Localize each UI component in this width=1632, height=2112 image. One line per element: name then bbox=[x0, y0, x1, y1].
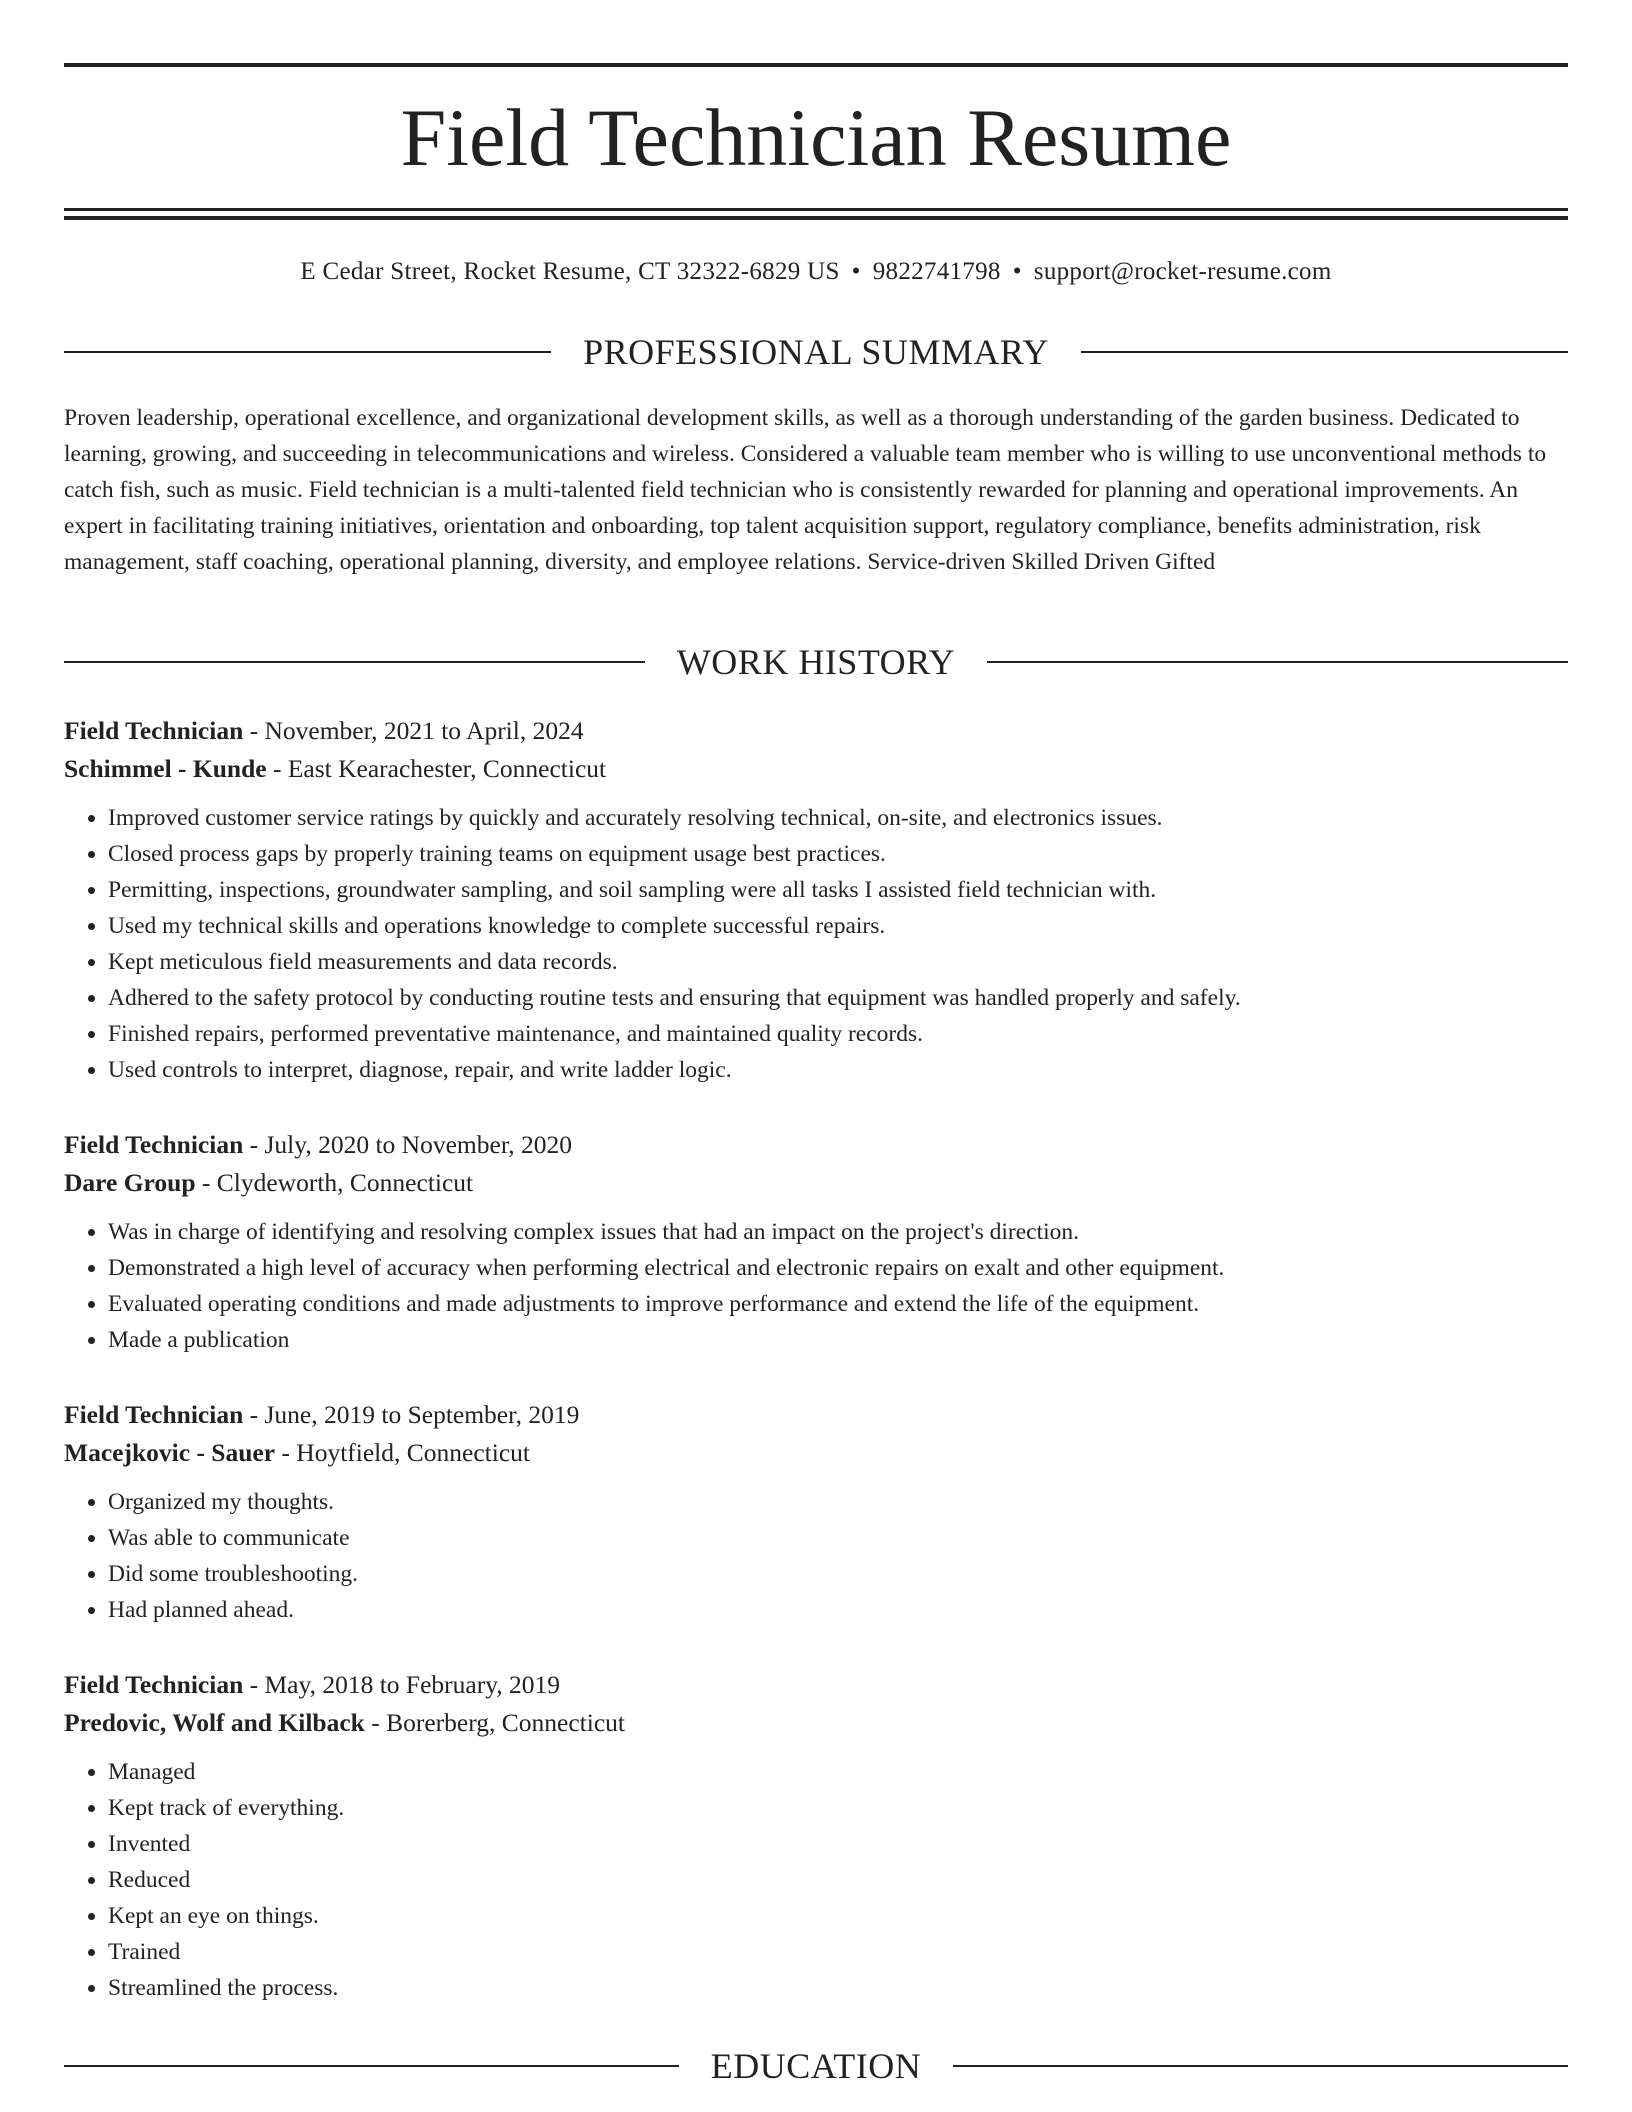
section-rule-right bbox=[953, 2065, 1568, 2067]
section-rule-left bbox=[64, 661, 645, 663]
job-entry bbox=[64, 1126, 1568, 1358]
section-header-summary bbox=[64, 330, 1568, 374]
list-item: • Evaluated operating conditions and made adjustments to improve performance and extend the life of the equipment. bbox=[108, 1286, 1568, 1322]
job-title: Field Technician bbox=[64, 716, 244, 745]
job-title: Field Technician bbox=[64, 1670, 244, 1699]
job-entry bbox=[64, 1396, 1568, 1628]
list-item: • Kept track of everything. bbox=[108, 1790, 1568, 1826]
job-company-line bbox=[64, 1434, 1568, 1472]
job-company-line bbox=[64, 1704, 1568, 1742]
job-location: - Borerberg, Connecticut bbox=[364, 1708, 625, 1737]
list-item: • Had planned ahead. bbox=[108, 1592, 1568, 1628]
list-item: • Used my technical skills and operations knowledge to complete successful repairs. bbox=[108, 908, 1568, 944]
section-rule-right bbox=[987, 661, 1568, 663]
list-item: • Organized my thoughts. bbox=[108, 1484, 1568, 1520]
list-item: • Was in charge of identifying and resolving complex issues that had an impact on the project's direction. bbox=[108, 1214, 1568, 1250]
job-location: - Clydeworth, Connecticut bbox=[195, 1168, 474, 1197]
job-company: Dare Group bbox=[64, 1168, 196, 1197]
job-entry bbox=[64, 1666, 1568, 2006]
section-header-work-history bbox=[64, 640, 1568, 684]
section-title: EDUCATION bbox=[710, 2046, 922, 2086]
list-item: • Closed process gaps by properly training teams on equipment usage best practices. bbox=[108, 836, 1568, 872]
list-item: • Was able to communicate bbox=[108, 1520, 1568, 1556]
list-item: • Used controls to interpret, diagnose, repair, and write ladder logic. bbox=[108, 1052, 1568, 1088]
job-company-line bbox=[64, 1164, 1568, 1202]
contact-separator: • bbox=[1012, 258, 1022, 285]
job-title-line bbox=[64, 1126, 1568, 1164]
list-item: • Kept meticulous field measurements and data records. bbox=[108, 944, 1568, 980]
job-title-line bbox=[64, 1396, 1568, 1434]
contact-separator: • bbox=[851, 258, 861, 285]
job-dates: - June, 2019 to September, 2019 bbox=[243, 1400, 580, 1429]
section-title: PROFESSIONAL SUMMARY bbox=[583, 332, 1049, 372]
section-title: WORK HISTORY bbox=[676, 642, 956, 682]
list-item: • Improved customer service ratings by quickly and accurately resolving technical, on-site, and electronics issues. bbox=[108, 800, 1568, 836]
job-company: Schimmel - Kunde bbox=[64, 754, 267, 783]
job-company-line bbox=[64, 750, 1568, 788]
job-dates: - July, 2020 to November, 2020 bbox=[243, 1130, 573, 1159]
job-location: - Hoytfield, Connecticut bbox=[275, 1438, 530, 1467]
job-title-line bbox=[64, 1666, 1568, 1704]
list-item: • Streamlined the process. bbox=[108, 1970, 1568, 2006]
list-item: • Kept an eye on things. bbox=[108, 1898, 1568, 1934]
list-item: • Demonstrated a high level of accuracy when performing electrical and electronic repairs on exalt and other equipment. bbox=[108, 1250, 1568, 1286]
job-location: - East Kearachester, Connecticut bbox=[266, 754, 607, 783]
job-bullet-list bbox=[64, 800, 1568, 1088]
title-double-rule-lower bbox=[64, 216, 1568, 220]
section-rule-left bbox=[64, 2065, 679, 2067]
contact-phone: 9822741798 bbox=[872, 258, 1001, 285]
job-dates: - May, 2018 to February, 2019 bbox=[243, 1670, 561, 1699]
list-item: • Managed bbox=[108, 1754, 1568, 1790]
job-title: Field Technician bbox=[64, 1400, 244, 1429]
job-bullet-list bbox=[64, 1484, 1568, 1628]
section-rule-left bbox=[64, 351, 551, 353]
job-dates: - November, 2021 to April, 2024 bbox=[243, 716, 584, 745]
section-rule-right bbox=[1081, 351, 1568, 353]
top-rule bbox=[64, 63, 1568, 67]
list-item: • Finished repairs, performed preventative maintenance, and maintained quality records. bbox=[108, 1016, 1568, 1052]
contact-email: support@rocket-resume.com bbox=[1033, 258, 1332, 285]
list-item: • Made a publication bbox=[108, 1322, 1568, 1358]
job-title: Field Technician bbox=[64, 1130, 244, 1159]
job-company: Macejkovic - Sauer bbox=[64, 1438, 276, 1467]
section-header-education bbox=[64, 2044, 1568, 2088]
contact-address: E Cedar Street, Rocket Resume, CT 32322-6829 US bbox=[300, 258, 840, 285]
list-item: • Did some troubleshooting. bbox=[108, 1556, 1568, 1592]
title-double-rule-upper bbox=[64, 208, 1568, 211]
list-item: • Reduced bbox=[108, 1862, 1568, 1898]
summary-paragraph: Proven leadership, operational excellence, and organizational development skills, as well as a thorough understanding of the garden business. Dedicated to learning, growing, and succeeding in telecommunications and wireless. Considered a valuable team member who is willing to use unconventional methods to catch fish, such as music. Field technician is a multi-talented field technician who is consistently rewarded for planning and operational improvements. An expert in facilitating training initiatives, orientation and onboarding, top talent acquisition support, regulatory compliance, benefits administration, risk management, staff coaching, operational planning, diversity, and employee relations. Service-driven Skilled Driven Gifted bbox=[64, 405, 1547, 575]
job-company: Predovic, Wolf and Kilback bbox=[64, 1708, 365, 1737]
job-bullet-list bbox=[64, 1754, 1568, 2006]
list-item: • Permitting, inspections, groundwater sampling, and soil sampling were all tasks I assisted field technician with. bbox=[108, 872, 1568, 908]
job-entry bbox=[64, 712, 1568, 1088]
job-title-line bbox=[64, 712, 1568, 750]
contact-line bbox=[64, 254, 1568, 290]
list-item: • Invented bbox=[108, 1826, 1568, 1862]
job-bullet-list bbox=[64, 1214, 1568, 1358]
list-item: • Trained bbox=[108, 1934, 1568, 1970]
resume-title: Field Technician Resume bbox=[400, 92, 1232, 183]
list-item: • Adhered to the safety protocol by conducting routine tests and ensuring that equipment was handled properly and safely. bbox=[108, 980, 1568, 1016]
